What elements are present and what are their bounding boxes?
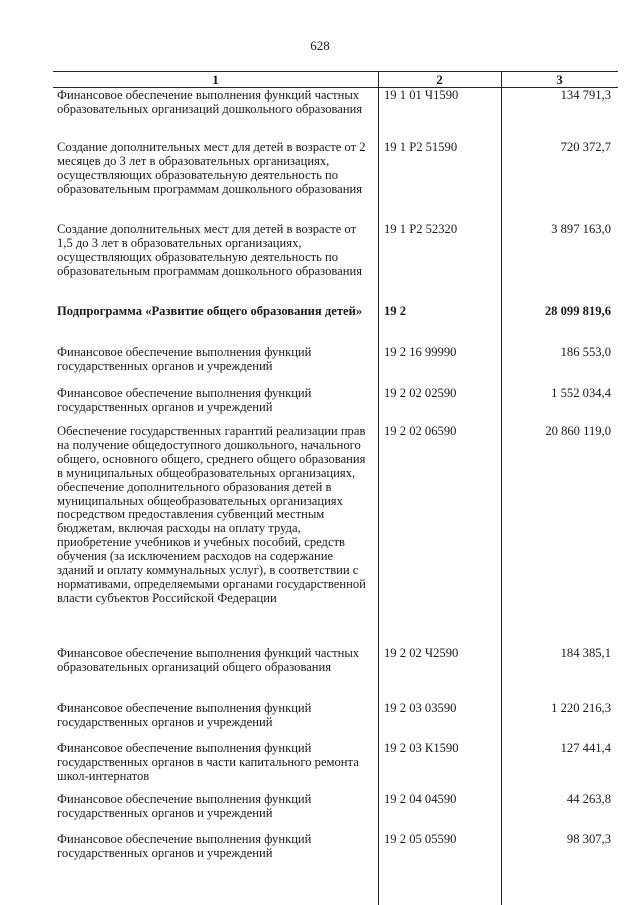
row-name: Финансовое обеспечение выполнения функций государственных органов и учреждений bbox=[57, 792, 312, 820]
row-name: Финансовое обеспечение выполнения функций государственных органов и учреждений bbox=[57, 832, 312, 860]
table-row bbox=[53, 223, 618, 305]
row-name: Финансовое обеспечение выполнения функций государственных органов и учреждений bbox=[57, 345, 312, 373]
row-code: 19 2 03 03590 bbox=[384, 701, 457, 715]
table-row bbox=[53, 702, 618, 742]
page-number: 628 bbox=[310, 38, 330, 53]
table-row bbox=[53, 387, 618, 425]
table-row bbox=[53, 793, 618, 833]
row-amount: 3 897 163,0 bbox=[551, 222, 611, 236]
row-amount: 44 263,8 bbox=[566, 792, 611, 806]
row-name: Обеспечение государственных гарантий реализации прав на получение общедоступного дошкольного, начального общего, основного общего, среднего общего образования в муниципальных общеобразовательных организациях, обеспечение дополнительного образования детей в муниципальных общеобразовательных организациях посредством предоставления субвенций местным бюджетам, включая расходы на оплату труда, приобретение учебников и учебных пособий, средств обучения (за исключением расходов на содержание зданий и оплату коммунальных услуг), в соответствии с нормативами, определяемыми органами государственной власти субъектов Российской Федерации bbox=[57, 424, 366, 605]
row-name: Финансовое обеспечение выполнения функций частных образовательных организаций дошкольного образования bbox=[57, 88, 363, 116]
row-amount: 184 385,1 bbox=[560, 646, 611, 660]
row-code: 19 2 02 02590 bbox=[384, 386, 457, 400]
row-code: 19 1 Р2 52320 bbox=[384, 222, 458, 236]
row-name: Финансовое обеспечение выполнения функций государственных органов и учреждений bbox=[57, 701, 312, 729]
row-amount: 134 791,3 bbox=[560, 88, 611, 102]
budget-table bbox=[53, 71, 618, 869]
header-col-3: 3 bbox=[556, 72, 563, 87]
row-code: 19 2 04 04590 bbox=[384, 792, 457, 806]
row-code: 19 2 05 05590 bbox=[384, 832, 457, 846]
row-amount: 1 220 216,3 bbox=[551, 701, 611, 715]
table-row bbox=[53, 425, 618, 647]
row-amount: 127 441,4 bbox=[560, 741, 611, 755]
table-row bbox=[53, 88, 618, 141]
row-amount: 28 099 819,6 bbox=[544, 304, 611, 318]
row-code: 19 2 16 99990 bbox=[384, 345, 457, 359]
row-code: 19 2 bbox=[384, 304, 407, 318]
row-code: 19 2 02 Ч2590 bbox=[384, 646, 459, 660]
row-amount: 1 552 034,4 bbox=[551, 386, 611, 400]
row-amount: 20 860 119,0 bbox=[545, 424, 611, 438]
table-header bbox=[53, 71, 618, 88]
row-code: 19 1 Р2 51590 bbox=[384, 140, 458, 154]
row-name: Подпрограмма «Развитие общего образования детей» bbox=[57, 304, 363, 318]
row-amount: 720 372,7 bbox=[560, 140, 611, 154]
header-col-2: 2 bbox=[436, 72, 443, 87]
row-name: Создание дополнительных мест для детей в возрасте от 1,5 до 3 лет в образовательных организациях, осуществляющих образовательную деятельность по образовательным программам дошкольного образования bbox=[57, 222, 363, 278]
table-row bbox=[53, 346, 618, 387]
row-name: Создание дополнительных мест для детей в возрасте от 2 месяцев до 3 лет в образовательных организациях, осуществляющих образовательную деятельность по образовательным программам дошкольного образования bbox=[57, 140, 366, 196]
table-row bbox=[53, 141, 618, 223]
row-amount: 186 553,0 bbox=[560, 345, 611, 359]
row-name: Финансовое обеспечение выполнения функций государственных органов в части капитального ремонта школ-интернатов bbox=[57, 741, 359, 783]
header-col-1: 1 bbox=[212, 72, 219, 87]
table-row-subprogram bbox=[53, 305, 618, 346]
table-row bbox=[53, 742, 618, 793]
table-row bbox=[53, 647, 618, 702]
row-name: Финансовое обеспечение выполнения функций государственных органов и учреждений bbox=[57, 386, 312, 414]
row-code: 19 2 03 К1590 bbox=[384, 741, 459, 755]
row-amount: 98 307,3 bbox=[566, 832, 611, 846]
row-code: 19 2 02 06590 bbox=[384, 424, 457, 438]
row-code: 19 1 01 Ч1590 bbox=[384, 88, 459, 102]
row-name: Финансовое обеспечение выполнения функций частных образовательных организаций общего образования bbox=[57, 646, 360, 674]
table-row bbox=[53, 833, 618, 869]
